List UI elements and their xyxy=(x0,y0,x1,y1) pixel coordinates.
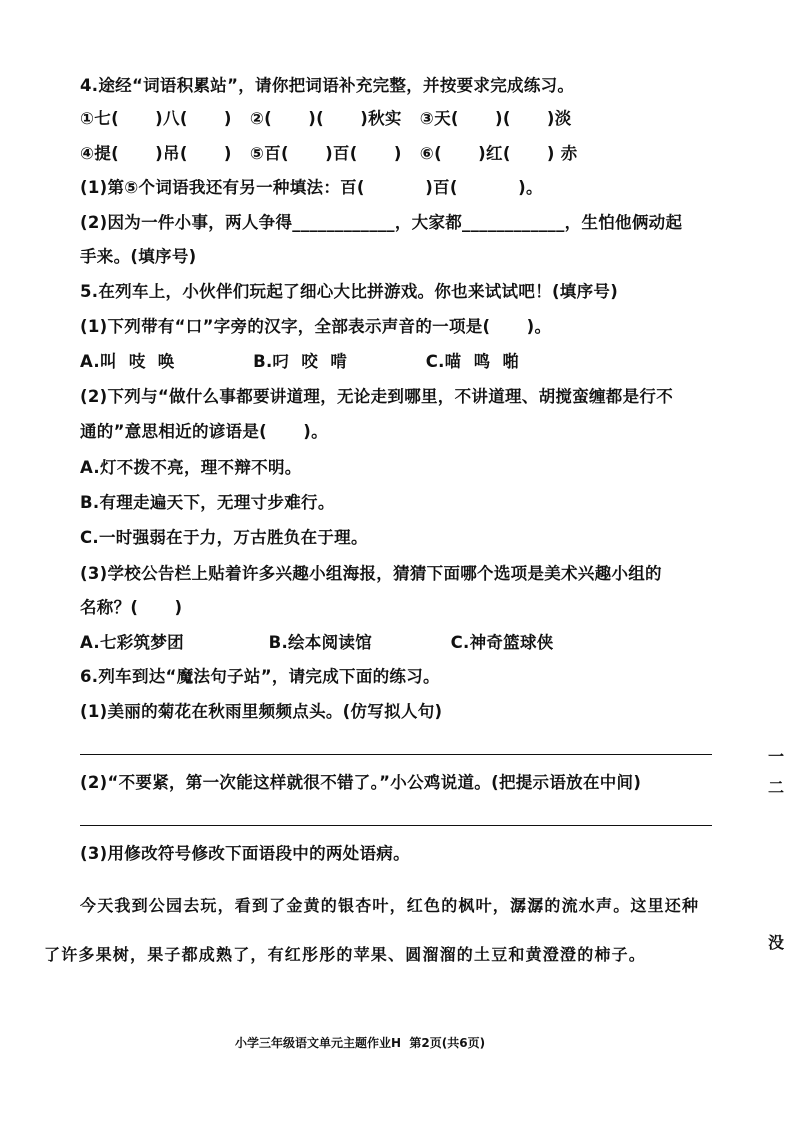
question-4-row-2: ④提( )吊( ) ⑤百( )百( ) ⑥( )红( ) 赤 xyxy=(80,144,578,163)
question-5-sub-2-option-a: A.灯不拨不亮，理不辩不明。 xyxy=(80,458,302,477)
question-6-title: 6.列车到达“魔法句子站”，请完成下面的练习。 xyxy=(80,667,440,686)
question-5-title: 5.在列车上，小伙伴们玩起了细心大比拼游戏。你也来试试吧！(填序号) xyxy=(80,282,619,301)
question-5-sub-2-option-b: B.有理走遍天下，无理寸步难行。 xyxy=(80,493,335,512)
answer-line-2[interactable] xyxy=(80,825,712,826)
question-6-sub-3: (3)用修改符号修改下面语段中的两处语病。 xyxy=(80,844,410,863)
question-4-sub-1: (1)第⑤个词语我还有另一种填法：百( )百( )。 xyxy=(80,178,543,197)
question-4-title: 4.途经“词语积累站”，请你把词语补充完整，并按要求完成练习。 xyxy=(80,76,575,95)
margin-mark-3: 没 xyxy=(768,933,785,952)
question-4-sub-2-line-1: (2)因为一件小事，两人争得____________，大家都____________，生怕他俩动起 xyxy=(80,213,683,232)
question-4-row-1: ①七( )八( ) ②( )( )秋实 ③天( )( )淡 xyxy=(80,109,572,128)
answer-line-1[interactable] xyxy=(80,754,712,755)
margin-mark-1: 一 xyxy=(768,747,785,766)
question-5-sub-3-line-2: 名称？( ) xyxy=(80,598,183,617)
question-5-sub-2-option-c: C.一时强弱在于力，万古胜负在于理。 xyxy=(80,528,368,547)
passage-line-2: 了许多果树，果子都成熟了，有红彤彤的苹果、圆溜溜的土豆和黄澄澄的柿子。 xyxy=(44,945,647,964)
margin-mark-2: 二 xyxy=(768,778,785,797)
question-5-sub-1: (1)下列带有“口”字旁的汉字，全部表示声音的一项是( )。 xyxy=(80,317,552,336)
question-5-sub-3-line-1: (3)学校公告栏上贴着许多兴趣小组海报，猜猜下面哪个选项是美术兴趣小组的 xyxy=(80,564,662,583)
page-footer: 小学三年级语文单元主题作业H 第2页(共6页) xyxy=(235,1036,486,1050)
question-5-sub-2-line-1: (2)下列与“做什么事都要讲道理，无论走到哪里，不讲道理、胡搅蛮缠都是行不 xyxy=(80,387,674,406)
question-5-sub-3-options: A.七彩筑梦团 B.绘本阅读馆 C.神奇篮球侠 xyxy=(80,633,554,652)
question-6-sub-2: (2)“不要紧，第一次能这样就很不错了。”小公鸡说道。(把提示语放在中间) xyxy=(80,773,642,792)
question-5-sub-2-line-2: 通的”意思相近的谚语是( )。 xyxy=(80,422,328,441)
passage-line-1: 今天我到公园去玩，看到了金黄的银杏叶，红色的枫叶，潺潺的流水声。这里还种 xyxy=(80,896,700,915)
question-5-sub-1-options: A.叫 吱 唤 B.叼 咬 啃 C.喵 鸣 啪 xyxy=(80,352,520,371)
question-4-sub-2-line-2: 手来。(填序号) xyxy=(80,247,197,266)
question-6-sub-1: (1)美丽的菊花在秋雨里频频点头。(仿写拟人句) xyxy=(80,702,443,721)
